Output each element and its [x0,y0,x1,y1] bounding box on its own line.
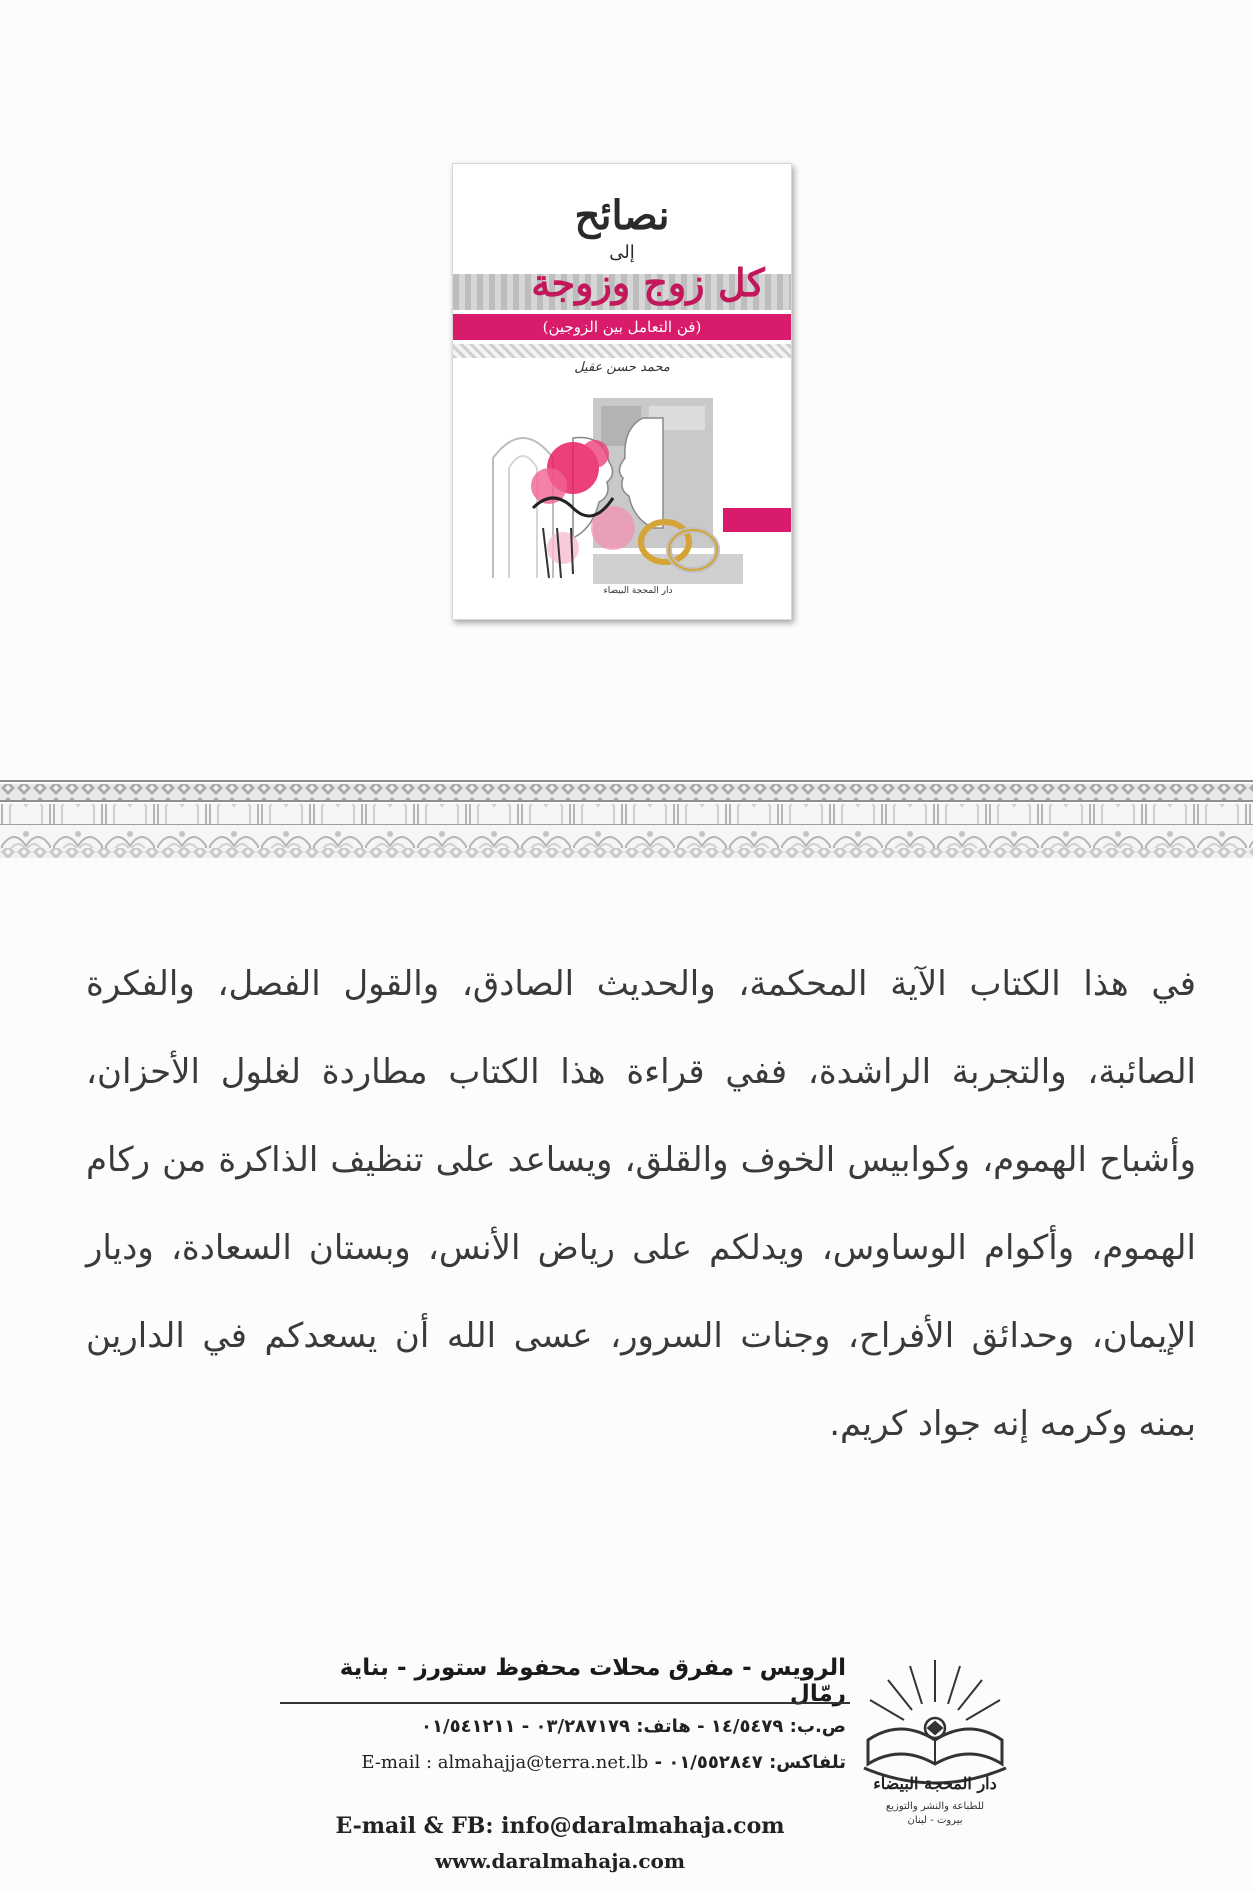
publisher-logo-name: دار المحجة البيضاء [873,1774,997,1793]
cover-subtitle: كل زوج وزوجة [531,260,765,305]
cover-illustration [453,378,791,588]
ornamental-border [0,780,1253,860]
cover-to-word: إلى [609,242,635,263]
publisher-fax-email-line [276,1752,846,1773]
publisher-logo-tagline [852,1800,1018,1828]
publisher-tagline-line: للطباعة والنشر والتوزيع [885,1801,985,1812]
publisher-location: بيروت - لبنان [907,1815,963,1826]
publisher-po-phone: ص.ب: ١٤/٥٤٧٩ - هاتف: ٠٣/٢٨٧١٧٩ - ٠١/٥٤١٢١١ [421,1716,846,1737]
publisher-website-link[interactable]: www.daralmahaja.com [434,1849,686,1873]
cover-publisher-mark: دار المحجة البيضاء [603,586,673,596]
publisher-fax: تلفاكس: ٠١/٥٥٢٨٤٧ - [654,1752,846,1773]
publisher-email-fb[interactable]: E-mail & FB: info@daralmahaja.com [335,1813,785,1839]
publisher-address: الرويس - مفرق محلات محفوظ ستورز - بناية رمّال [339,1655,846,1707]
address-divider [280,1702,850,1704]
cover-tagline: (فن التعامل بين الزوجين) [453,314,791,340]
back-cover-description: في هذا الكتاب الآية المحكمة، والحديث الصادق، والقول الفصل، والفكرة الصائبة، والتجربة الراشدة، ففي قراءة هذا الكتاب مطاردة لغلول الأحزان، وأشباح الهموم، وكوابيس الخوف والقلق، ويساعد على تنظيف الذاكرة من ركام الهموم، وأكوام الوساوس، ويدلكم على رياض الأنس، وبستان السعادة، وديار الإيمان، وحدائق الأفراح، وجنات السرور، عسى الله أن يسعدكم في الدارين بمنه وكرمه إنه جواد كريم. [86,964,1196,1444]
cover-author: محمد حسن عقيل [574,360,670,375]
publisher-email[interactable]: E-mail : almahajja@terra.net.lb [361,1752,649,1773]
cover-title: نصائح [574,192,670,239]
cover-lattice-border [453,344,791,358]
book-cover-thumbnail [452,163,792,620]
